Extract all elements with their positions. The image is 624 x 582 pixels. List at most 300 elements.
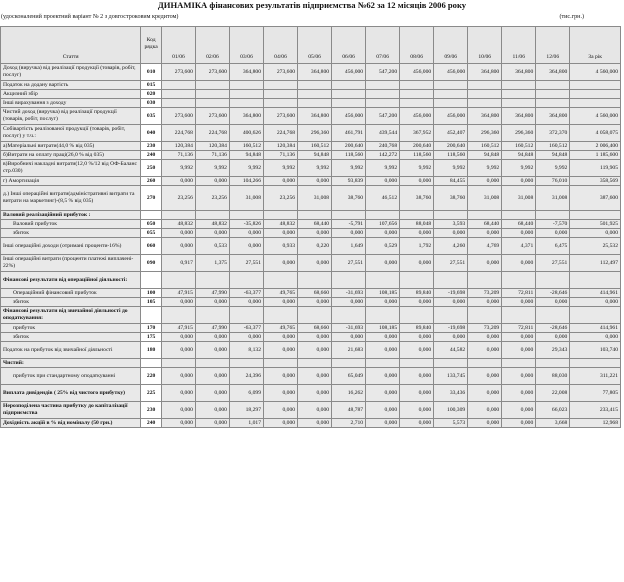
row-value-cell [434, 81, 468, 90]
row-total-cell: 311,221 [570, 368, 621, 385]
row-value-cell: 456,000 [332, 108, 366, 125]
row-value-cell: 0,000 [400, 229, 434, 238]
row-value-cell [434, 211, 468, 220]
row-code: 060 [141, 238, 162, 255]
row-value-cell [468, 211, 502, 220]
row-value-cell: 104,266 [229, 177, 263, 186]
row-code: 220 [141, 368, 162, 385]
row-value-cell: 72,811 [502, 289, 536, 298]
row-value-cell [298, 81, 332, 90]
row-label: Податок на додану вартість [1, 81, 141, 90]
row-total-cell [570, 81, 621, 90]
row-value-cell [298, 99, 332, 108]
row-value-cell [502, 99, 536, 108]
table-row [1, 186, 621, 211]
row-code: 015 [141, 81, 162, 90]
row-value-cell: 142,272 [366, 151, 400, 160]
table-row [1, 211, 621, 220]
row-value-cell [298, 90, 332, 99]
row-value-cell: 0,000 [366, 255, 400, 272]
row-value-cell: 400,626 [229, 125, 263, 142]
row-total-cell: 414,961 [570, 324, 621, 333]
row-code [141, 307, 162, 324]
row-total-cell: 414,961 [570, 289, 621, 298]
row-value-cell: 24,396 [229, 368, 263, 385]
row-value-cell [366, 90, 400, 99]
row-value-cell: 118,560 [434, 151, 468, 160]
row-value-cell: 89,840 [400, 289, 434, 298]
row-value-cell: 367,952 [400, 125, 434, 142]
row-value-cell [264, 272, 298, 289]
row-value-cell: 0,000 [229, 229, 263, 238]
row-total-cell: 4 058,075 [570, 125, 621, 142]
row-value-cell [298, 359, 332, 368]
row-value-cell: 0,000 [502, 342, 536, 359]
row-value-cell: 94,848 [468, 151, 502, 160]
row-value-cell [502, 272, 536, 289]
row-value-cell: 200,640 [332, 142, 366, 151]
row-value-cell: 31,008 [502, 186, 536, 211]
row-value-cell [434, 90, 468, 99]
row-value-cell: 0,000 [161, 402, 195, 419]
row-value-cell: 48,832 [264, 220, 298, 229]
row-value-cell: 0,000 [195, 419, 229, 428]
row-label: збиток [1, 229, 141, 238]
row-value-cell: 31,008 [298, 186, 332, 211]
row-value-cell: 0,000 [366, 333, 400, 342]
row-label: Чистий: [1, 359, 141, 368]
row-value-cell: 49,765 [264, 289, 298, 298]
column-header-label: Стаття [1, 27, 141, 64]
row-value-cell: 0,917 [161, 255, 195, 272]
row-label: Податок на прибуток від звичайної діяльності [1, 342, 141, 359]
row-value-cell: 0,220 [298, 238, 332, 255]
row-value-cell [468, 99, 502, 108]
row-value-cell: 9,992 [434, 160, 468, 177]
row-code: 250 [141, 160, 162, 177]
row-value-cell: 0,000 [502, 419, 536, 428]
table-row [1, 385, 621, 402]
row-value-cell: 0,000 [161, 238, 195, 255]
row-value-cell: 27,551 [434, 255, 468, 272]
row-value-cell: 0,000 [468, 419, 502, 428]
table-row [1, 419, 621, 428]
row-value-cell: 0,000 [400, 385, 434, 402]
row-value-cell [434, 307, 468, 324]
table-row [1, 142, 621, 151]
row-value-cell [195, 211, 229, 220]
row-value-cell: 0,000 [264, 419, 298, 428]
row-value-cell: 9,992 [229, 160, 263, 177]
row-value-cell: 372,370 [536, 125, 570, 142]
row-value-cell [298, 307, 332, 324]
row-value-cell: 160,512 [468, 142, 502, 151]
row-value-cell: 0,000 [400, 368, 434, 385]
row-value-cell: 4,769 [468, 238, 502, 255]
row-value-cell [332, 81, 366, 90]
row-value-cell: 0,000 [264, 368, 298, 385]
row-label: Інші операційні доходи (отримані проценти-16%) [1, 238, 141, 255]
row-label: Акцизний збір [1, 90, 141, 99]
row-value-cell [366, 307, 400, 324]
row-code: 040 [141, 125, 162, 142]
row-value-cell: 73,209 [468, 324, 502, 333]
table-row [1, 64, 621, 81]
row-value-cell: 120,384 [264, 142, 298, 151]
row-code: 175 [141, 333, 162, 342]
row-value-cell: 38,760 [434, 186, 468, 211]
row-value-cell: 9,992 [161, 160, 195, 177]
row-value-cell: 0,000 [468, 368, 502, 385]
row-value-cell: -28,646 [536, 324, 570, 333]
row-value-cell: 0,000 [366, 177, 400, 186]
row-value-cell [332, 359, 366, 368]
table-row [1, 307, 621, 324]
row-value-cell: 71,136 [195, 151, 229, 160]
column-header-month: 08/06 [400, 27, 434, 64]
row-value-cell: 9,992 [195, 160, 229, 177]
row-value-cell [332, 307, 366, 324]
column-header-month: 02/06 [195, 27, 229, 64]
row-code: 100 [141, 289, 162, 298]
row-value-cell: 0,000 [536, 298, 570, 307]
row-value-cell: -19,698 [434, 324, 468, 333]
row-value-cell: 9,992 [536, 160, 570, 177]
row-value-cell: 0,000 [400, 419, 434, 428]
row-value-cell: 0,000 [298, 177, 332, 186]
column-header-month: 09/06 [434, 27, 468, 64]
row-label: збиток [1, 298, 141, 307]
row-value-cell: 1,375 [195, 255, 229, 272]
row-value-cell: 364,800 [502, 64, 536, 81]
row-label: Операційний фінансовий прибуток [1, 289, 141, 298]
row-value-cell: 0,000 [264, 333, 298, 342]
row-value-cell: 89,840 [400, 324, 434, 333]
row-value-cell: 0,000 [229, 238, 263, 255]
row-value-cell: 3,593 [434, 220, 468, 229]
row-total-cell [570, 272, 621, 289]
row-code: 240 [141, 419, 162, 428]
row-value-cell [195, 307, 229, 324]
row-value-cell: 364,800 [536, 108, 570, 125]
row-value-cell [366, 81, 400, 90]
row-value-cell: 8,132 [229, 342, 263, 359]
row-value-cell: 68,660 [298, 324, 332, 333]
column-header-month: 04/06 [264, 27, 298, 64]
column-header-month: 07/06 [366, 27, 400, 64]
row-total-cell [570, 211, 621, 220]
row-value-cell: 0,000 [502, 368, 536, 385]
row-value-cell [332, 99, 366, 108]
row-value-cell: 296,360 [502, 125, 536, 142]
row-code: 180 [141, 342, 162, 359]
row-total-cell: 77,805 [570, 385, 621, 402]
row-value-cell: 200,640 [400, 142, 434, 151]
row-value-cell: 9,992 [468, 160, 502, 177]
row-label: Собівартість реалізованої продукції (товарів, робіт, послуг) у т.ч.: [1, 125, 141, 142]
row-value-cell: 94,848 [229, 151, 263, 160]
row-value-cell: 456,000 [332, 64, 366, 81]
row-value-cell: 47,915 [161, 324, 195, 333]
row-value-cell: 0,000 [468, 298, 502, 307]
row-value-cell: 0,000 [468, 255, 502, 272]
row-total-cell: 2 006,400 [570, 142, 621, 151]
table-row [1, 298, 621, 307]
row-value-cell: 0,000 [298, 385, 332, 402]
row-value-cell: 273,600 [161, 64, 195, 81]
row-value-cell: 107,656 [366, 220, 400, 229]
row-value-cell: 364,800 [468, 64, 502, 81]
row-value-cell: 71,136 [161, 151, 195, 160]
row-value-cell: -7,570 [536, 220, 570, 229]
row-value-cell [195, 90, 229, 99]
row-value-cell [502, 211, 536, 220]
row-value-cell: 0,000 [264, 298, 298, 307]
row-value-cell: 38,760 [400, 186, 434, 211]
row-value-cell: 0,000 [332, 298, 366, 307]
row-value-cell: 66,023 [536, 402, 570, 419]
row-value-cell: 120,384 [195, 142, 229, 151]
table-row [1, 125, 621, 142]
row-value-cell: 46,512 [366, 186, 400, 211]
row-value-cell: 364,800 [502, 108, 536, 125]
table-row [1, 333, 621, 342]
row-value-cell: 0,000 [366, 385, 400, 402]
row-value-cell [434, 272, 468, 289]
variant-subtitle: (удосконалений проектний варіант № 2 з довгостроковим кредитом) [1, 14, 179, 20]
row-value-cell: 273,600 [195, 64, 229, 81]
row-value-cell: 273,600 [264, 64, 298, 81]
row-value-cell: 48,832 [195, 220, 229, 229]
row-label: прибуток [1, 324, 141, 333]
row-value-cell [264, 211, 298, 220]
row-value-cell: -31,693 [332, 289, 366, 298]
row-value-cell: 0,000 [161, 229, 195, 238]
row-value-cell: 0,000 [332, 229, 366, 238]
column-header-month: 01/06 [161, 27, 195, 64]
table-row [1, 160, 621, 177]
row-value-cell: 364,800 [468, 108, 502, 125]
row-value-cell: 0,000 [434, 229, 468, 238]
row-value-cell: 0,533 [195, 238, 229, 255]
column-header-month: 03/06 [229, 27, 263, 64]
row-code: 050 [141, 220, 162, 229]
row-value-cell: 21,683 [332, 342, 366, 359]
row-value-cell: 9,992 [264, 160, 298, 177]
row-label: Інші вирахування з доходу [1, 99, 141, 108]
row-value-cell [332, 272, 366, 289]
row-code [141, 272, 162, 289]
row-total-cell: 501,925 [570, 220, 621, 229]
row-value-cell: 0,000 [434, 298, 468, 307]
row-value-cell: 88,048 [400, 220, 434, 229]
row-value-cell [536, 211, 570, 220]
row-label: Дохідність акцій в % від номіналу (50 грн.) [1, 419, 141, 428]
row-code: 010 [141, 64, 162, 81]
row-value-cell: 38,760 [332, 186, 366, 211]
row-value-cell [502, 307, 536, 324]
column-header-month: 10/06 [468, 27, 502, 64]
row-value-cell [536, 81, 570, 90]
row-value-cell: 0,000 [332, 333, 366, 342]
row-total-cell: 4 560,000 [570, 108, 621, 125]
column-header-month: 12/06 [536, 27, 570, 64]
row-total-cell: 119,905 [570, 160, 621, 177]
row-value-cell: 0,000 [468, 229, 502, 238]
row-value-cell: 44,582 [434, 342, 468, 359]
row-code: 030 [141, 99, 162, 108]
row-value-cell [502, 90, 536, 99]
row-value-cell [264, 359, 298, 368]
column-header-code: Код рядка [141, 27, 162, 64]
row-value-cell: 0,000 [536, 333, 570, 342]
row-value-cell [434, 359, 468, 368]
row-value-cell: 0,000 [366, 368, 400, 385]
row-value-cell: 0,000 [298, 229, 332, 238]
table-row [1, 90, 621, 99]
row-value-cell [502, 359, 536, 368]
row-value-cell: 71,136 [264, 151, 298, 160]
row-value-cell: 364,800 [298, 64, 332, 81]
row-value-cell: 94,848 [502, 151, 536, 160]
row-value-cell: 118,560 [332, 151, 366, 160]
row-value-cell: -35,826 [229, 220, 263, 229]
row-value-cell [400, 90, 434, 99]
row-value-cell: 48,832 [161, 220, 195, 229]
row-total-cell: 0,000 [570, 333, 621, 342]
row-value-cell: 0,000 [434, 333, 468, 342]
row-value-cell: 9,992 [400, 160, 434, 177]
row-value-cell: 364,800 [229, 64, 263, 81]
row-code: 270 [141, 186, 162, 211]
row-value-cell: 0,000 [161, 368, 195, 385]
row-value-cell: 240,768 [366, 142, 400, 151]
row-value-cell: 0,933 [264, 238, 298, 255]
column-header-month: 11/06 [502, 27, 536, 64]
row-value-cell: 73,209 [468, 289, 502, 298]
row-total-cell: 0,000 [570, 298, 621, 307]
row-value-cell: 0,000 [400, 402, 434, 419]
page-title: ДИНАМІКА фінансових результатів підприємства №62 за 12 місяців 2006 року [157, 0, 467, 10]
row-total-cell: 233,415 [570, 402, 621, 419]
row-value-cell: 23,256 [264, 186, 298, 211]
row-value-cell: 0,000 [195, 229, 229, 238]
row-label: д.) Інші операційні витрати(адміністративні витрати та витрати на маркетинг)-(8,5 % від 035) [1, 186, 141, 211]
row-value-cell [195, 99, 229, 108]
row-value-cell: 364,800 [298, 108, 332, 125]
row-total-cell: 387,600 [570, 186, 621, 211]
row-code: 230 [141, 402, 162, 419]
row-value-cell: 48,787 [332, 402, 366, 419]
row-value-cell: 0,000 [366, 419, 400, 428]
row-value-cell: 6,099 [229, 385, 263, 402]
row-value-cell: -31,693 [332, 324, 366, 333]
table-row [1, 99, 621, 108]
row-value-cell: 160,512 [536, 142, 570, 151]
row-value-cell: 4,260 [434, 238, 468, 255]
row-value-cell: 108,185 [366, 324, 400, 333]
row-value-cell: 0,529 [366, 238, 400, 255]
row-value-cell: 27,551 [229, 255, 263, 272]
row-value-cell: 224,768 [161, 125, 195, 142]
row-value-cell: 224,768 [264, 125, 298, 142]
row-value-cell: 47,990 [195, 289, 229, 298]
row-value-cell: 100,309 [434, 402, 468, 419]
table-row [1, 220, 621, 229]
row-value-cell [229, 272, 263, 289]
row-code: 260 [141, 177, 162, 186]
row-label: збиток [1, 333, 141, 342]
row-value-cell: 0,000 [161, 342, 195, 359]
row-value-cell: 0,000 [298, 298, 332, 307]
row-value-cell: 0,000 [264, 342, 298, 359]
table-row [1, 402, 621, 419]
row-value-cell: 49,765 [264, 324, 298, 333]
row-value-cell [161, 211, 195, 220]
row-value-cell: 0,000 [400, 333, 434, 342]
row-value-cell: 4,371 [502, 238, 536, 255]
table-row [1, 272, 621, 289]
row-value-cell: 364,800 [229, 108, 263, 125]
row-value-cell: 76,010 [536, 177, 570, 186]
row-value-cell: 0,000 [366, 342, 400, 359]
row-code [141, 359, 162, 368]
row-value-cell: 452,407 [434, 125, 468, 142]
row-value-cell: 0,000 [400, 177, 434, 186]
row-value-cell [229, 99, 263, 108]
row-value-cell: 23,256 [195, 186, 229, 211]
column-header-month: 06/06 [332, 27, 366, 64]
table-row [1, 255, 621, 272]
row-label: в)Виробничі накладні витрати(12,0 %/12 від ОФ-Баланс стр.030) [1, 160, 141, 177]
row-value-cell: 456,000 [400, 64, 434, 81]
row-total-cell [570, 359, 621, 368]
row-value-cell: -5,791 [332, 220, 366, 229]
row-value-cell: 456,000 [434, 64, 468, 81]
row-value-cell: 23,256 [161, 186, 195, 211]
row-value-cell: 0,000 [229, 333, 263, 342]
row-value-cell: 3,668 [536, 419, 570, 428]
row-value-cell: 224,768 [195, 125, 229, 142]
row-value-cell [195, 359, 229, 368]
row-value-cell [229, 211, 263, 220]
row-value-cell [229, 90, 263, 99]
row-value-cell [468, 81, 502, 90]
row-value-cell: 0,000 [195, 368, 229, 385]
row-value-cell [229, 81, 263, 90]
row-label: прибуток при стандартному оподаткуванні [1, 368, 141, 385]
row-value-cell: 547,200 [366, 64, 400, 81]
row-value-cell: 0,000 [264, 385, 298, 402]
row-value-cell [161, 359, 195, 368]
row-total-cell: 4 560,000 [570, 64, 621, 81]
row-value-cell [366, 359, 400, 368]
row-total-cell: 12,968 [570, 419, 621, 428]
row-value-cell: 160,512 [298, 142, 332, 151]
row-value-cell: 0,000 [502, 255, 536, 272]
row-label: Інші операційні витрати (проценти платежі виплачені- 22%) [1, 255, 141, 272]
row-total-cell [570, 90, 621, 99]
row-code [141, 211, 162, 220]
row-value-cell: 0,000 [468, 385, 502, 402]
row-value-cell [536, 99, 570, 108]
row-value-cell: 88,030 [536, 368, 570, 385]
row-value-cell [468, 272, 502, 289]
row-value-cell: 0,000 [195, 385, 229, 402]
row-label: Валовий реалізаційний прибуток : [1, 211, 141, 220]
row-value-cell: 0,000 [195, 333, 229, 342]
row-value-cell [161, 272, 195, 289]
